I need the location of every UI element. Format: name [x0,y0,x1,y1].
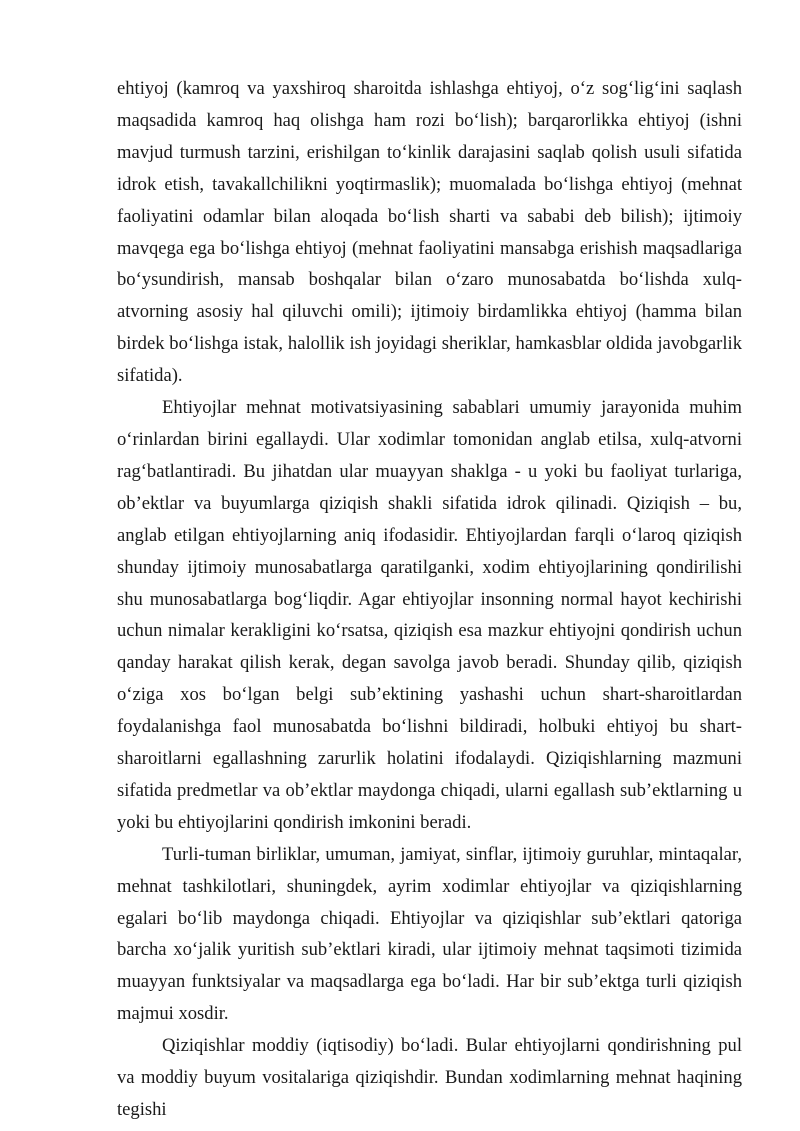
paragraph-3: Turli-tuman birliklar, umuman, jamiyat, sinflar, ijtimoiy guruhlar, mintaqalar, mehnat tashkilotlari, shuningdek, ayrim xodimlar ehtiyojlar va qiziqishlarning egalari bo‘lib maydonga chiqadi. Ehtiyojlar va qiziqishlar sub’ektlari qatoriga barcha xo‘jalik yuritish sub’ektlari kiradi, ular ijtimoiy mehnat taqsimoti tizimida muayyan funktsiyalar va maqsadlarga ega bo‘ladi. Har bir sub’ektga turli qiziqish majmui xosdir. [117,843,742,1025]
paragraph-1: ehtiyoj (kamroq va yaxshiroq sharoitda ishlashga ehtiyoj, o‘z sog‘lig‘ini saqlash maqsadida kamroq haq olishga ham rozi bo‘lish); barqarorlikka ehtiyoj (ishni mavjud turmush tarzini, erishilgan to‘kinlik darajasini saqlab qolish usuli sifatida idrok etish, tavakallchilikni yoqtirmaslik); muomalada bo‘lishga ehtiyoj (mehnat faoliyatini odamlar bilan aloqada bo‘lish sharti va sababi deb bilish); ijtimoiy mavqega ega bo‘lishga ehtiyoj (mehnat faoliyatini mansabga erishish maqsadlariga bo‘ysundirish, mansab boshqalar bilan o‘zaro munosabatda bo‘lishda xulq-atvorning asosiy hal qiluvchi omili); ijtimoiy birdamlikka ehtiyoj (hamma bilan birdek bo‘lishga istak, halollik ish joyidagi sheriklar, hamkasblar oldida javobgarlik sifatida). [117,78,742,387]
paragraph-4: Qiziqishlar moddiy (iqtisodiy) bo‘ladi. Bular ehtiyojlarni qondirishning pul va moddiy buyum vositalariga qiziqishdir. Bundan xodimlarning mehnat haqining tegishi [117,1035,742,1120]
paragraph-2: Ehtiyojlar mehnat motivatsiyasining sabablari umumiy jarayonida muhim o‘rinlardan birini egallaydi. Ular xodimlar tomonidan anglab etilsa, xulq-atvorni rag‘batlantiradi. Bu jihatdan ular muayyan shaklga - u yoki bu faoliyat turlariga, ob’ektlar va buyumlarga qiziqish shakli sifatida idrok qilinadi. Qiziqish – bu, anglab etilgan ehtiyojlarning aniq ifodasidir. Ehtiyojlardan farqli o‘laroq qiziqish shunday ijtimoiy munosabatlarga qaratilganki, xodim ehtiyojlarining qondirilishi shu munosabatlarga bog‘liqdir. Agar ehtiyojlar insonning normal hayot kechirishi uchun nimalar kerakligini ko‘rsatsa, qiziqish esa mazkur ehtiyojni qondirish uchun qanday harakat qilish kerak, degan savolga javob beradi. Shunday qilib, qiziqish o‘ziga xos bo‘lgan belgi sub’ektining yashashi uchun shart-sharoitlardan foydalanishga faol munosabatda bo‘lishni bildiradi, holbuki ehtiyoj bu shart-sharoitlarni egallashning zarurlik holatini ifodalaydi. Qiziqishlarning mazmuni sifatida predmetlar va ob’ektlar maydonga chiqadi, ularni egallash sub’ektlarning u yoki bu ehtiyojlarini qondirish imkonini beradi. [117,397,742,833]
document-body [117,73,742,1126]
